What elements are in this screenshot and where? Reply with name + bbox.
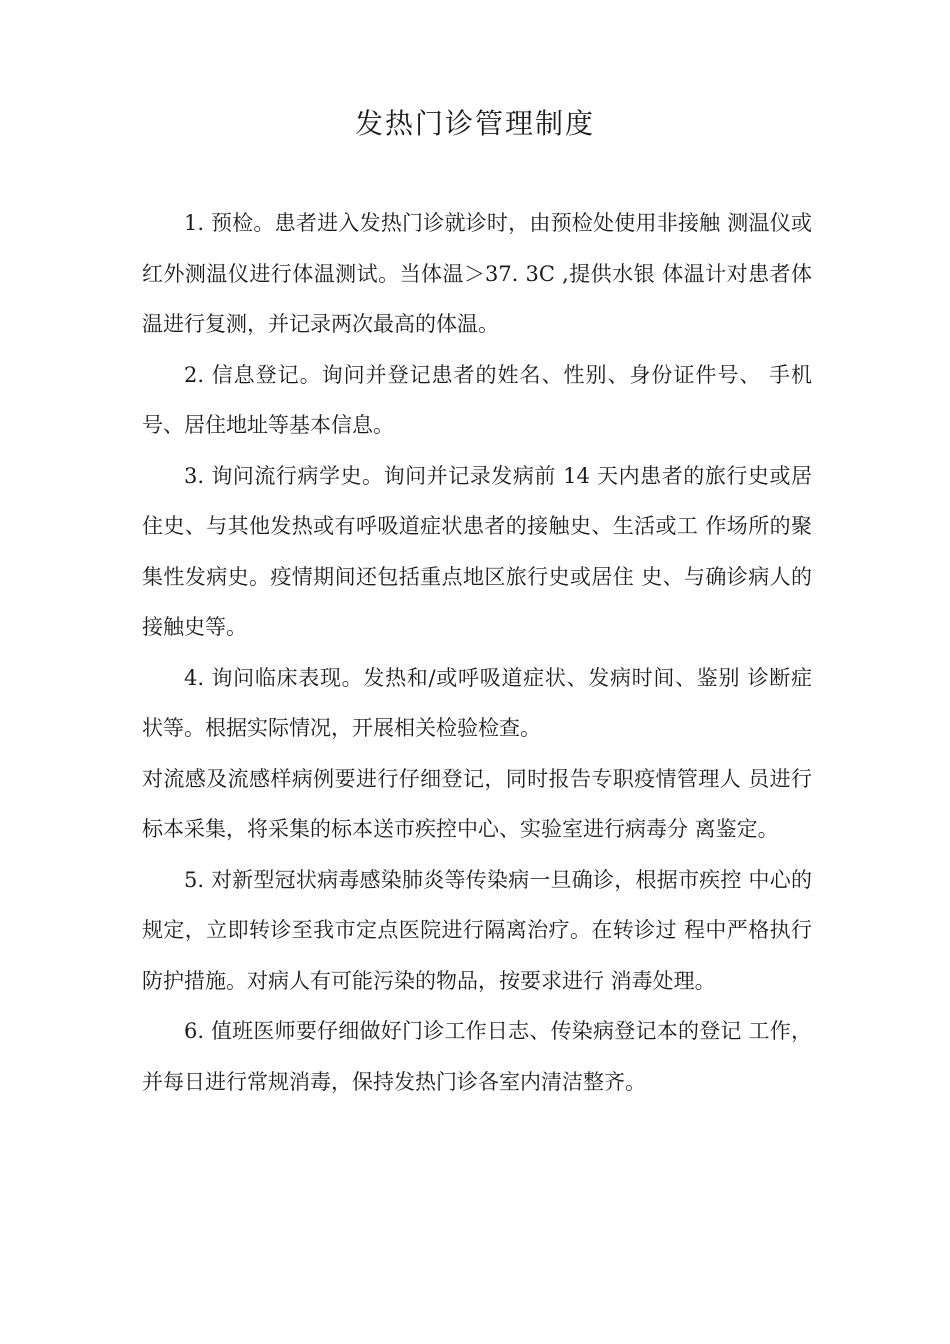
- page-title: 发热门诊管理制度: [354, 107, 595, 140]
- paragraph-6-duty-log: 6. 值班医师要仔细做好门诊工作日志、传染病登记本的登记 工作，并每日进行常规消毒，保持发热门诊各室内清洁整齐。: [142, 1019, 812, 1094]
- paragraph-5-referral: 5. 对新型冠状病毒感染肺炎等传染病一旦确诊，根据市疾控 中心的规定，立即转诊至我市定点医院进行隔离治疗。在转诊过 程中严格执行防护措施。对病人有可能污染的物品，按要求进行 消毒处理。: [142, 867, 812, 993]
- paragraph-2-registration: 2. 信息登记。询问并登记患者的姓名、性别、身份证件号、 手机号、居住地址等基本信息。: [142, 362, 812, 437]
- paragraph-1-pre-check: 1. 预检。患者进入发热门诊就诊时，由预检处使用非接触 测温仪或红外测温仪进行体温测试。当体温＞37. 3C ,提供水银 体温计对患者体温进行复测，并记录两次最高的体温。: [142, 211, 812, 336]
- paragraph-4-clinical: 4. 询问临床表现。发热和/或呼吸道症状、发病时间、鉴别 诊断症状等。根据实际情况，开展相关检验检查。: [142, 665, 812, 740]
- paragraph-influenza-note: 对流感及流感样病例要进行仔细登记，同时报告专职疫情管理人 员进行标本采集，将采集的标本送市疾控中心、实验室进行病毒分 离鉴定。: [142, 766, 812, 841]
- paragraph-3-epidemiology: 3. 询问流行病学史。询问并记录发病前 14 天内患者的旅行史或居住史、与其他发热或有呼吸道症状患者的接触史、生活或工 作场所的聚集性发病史。疫情期间还包括重点地区旅行史或居住 史、与确诊病人的接触史等。: [142, 463, 812, 639]
- document-body: [142, 198, 812, 1107]
